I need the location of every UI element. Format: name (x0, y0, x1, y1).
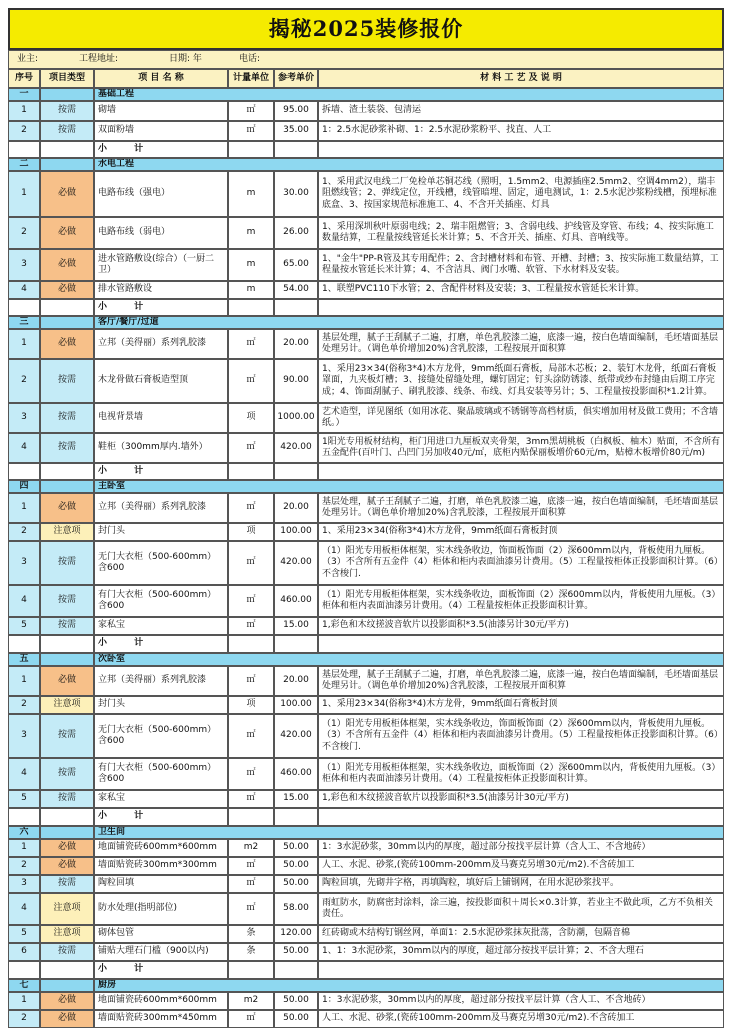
item-no: 2 (8, 217, 40, 249)
item-name: 鞋柜（300mm厚内.墙外） (94, 433, 228, 463)
item-no: 1 (8, 992, 40, 1010)
section-title: 基础工程 (94, 88, 724, 101)
item-name: 砌体包管 (94, 925, 228, 943)
item-description: （1）阳光专用板柜体框架，实木线条收边，饰面板饰面（2）深600mm以内，背板使用九厘板。（3）不含所有五金件（4）柜体和柜内表面油漆另计费用。（5）工程量按柜体正投影面积计算。（6）不含梭门. (318, 541, 724, 585)
section-no: 七 (8, 979, 40, 992)
item-no: 2 (8, 523, 40, 541)
subtotal-price (274, 961, 318, 979)
section-spacer (40, 826, 94, 839)
item-price: 460.00 (274, 758, 318, 790)
item-no: 2 (8, 359, 40, 403)
item-name: 立邦（美得丽）系列乳胶漆 (94, 493, 228, 523)
item-type-badge: 按需 (40, 359, 94, 403)
item-unit: 项 (228, 403, 274, 433)
item-type-badge: 必做 (40, 493, 94, 523)
subtotal-no (8, 299, 40, 316)
item-unit: ㎡ (228, 758, 274, 790)
item-unit: m2 (228, 839, 274, 857)
item-price: 100.00 (274, 523, 318, 541)
page-title: 揭秘2025装修报价 (8, 8, 724, 50)
item-price: 15.00 (274, 790, 318, 808)
item-type-badge: 按需 (40, 875, 94, 893)
item-name: 墙面贴瓷砖300mm*450mm (94, 1010, 228, 1028)
item-price: 50.00 (274, 875, 318, 893)
subtotal-desc (318, 463, 724, 480)
subtotal-unit (228, 808, 274, 826)
item-price: 50.00 (274, 1010, 318, 1028)
item-no: 4 (8, 281, 40, 299)
item-type-badge: 必做 (40, 329, 94, 359)
subtotal-price (274, 635, 318, 653)
subtotal-label: 小 计 (94, 463, 228, 480)
item-price: 100.00 (274, 696, 318, 714)
subtotal-unit (228, 141, 274, 158)
section-title: 水电工程 (94, 158, 724, 171)
item-unit: 项 (228, 696, 274, 714)
item-type-badge: 必做 (40, 839, 94, 857)
subtotal-desc (318, 635, 724, 653)
subtotal-unit (228, 635, 274, 653)
item-description: 1,彩色和木纹搓波音软片以投影面积*3.5(油漆另计30元/平方) (318, 790, 724, 808)
item-no: 1 (8, 329, 40, 359)
item-price: 420.00 (274, 714, 318, 758)
item-price: 65.00 (274, 249, 318, 281)
item-description: （1）阳光专用板柜体框架，实木线条收边，面板饰面（2）深600mm以内，背板使用九厘板。（3）柜体和柜内表面油漆另计费用。（4）工程量按柜体正投影面积计算。 (318, 758, 724, 790)
item-description: 雨虹防水，防腐密封涂料，涂三遍，按投影面积＋周长×0.3计算，若业主不做此项，乙方不负相关责任。 (318, 893, 724, 925)
header-desc: 材 料 工 艺 及 说 明 (318, 69, 724, 88)
item-no: 2 (8, 857, 40, 875)
subtotal-type (40, 299, 94, 316)
item-unit: 条 (228, 943, 274, 961)
item-unit: ㎡ (228, 541, 274, 585)
subtotal-type (40, 635, 94, 653)
item-price: 1000.00 (274, 403, 318, 433)
item-type-badge: 必做 (40, 249, 94, 281)
item-name: 家私宝 (94, 617, 228, 635)
subtotal-type (40, 141, 94, 158)
item-type-badge: 必做 (40, 281, 94, 299)
item-unit: m (228, 217, 274, 249)
item-type-badge: 按需 (40, 943, 94, 961)
item-description: 人工、水泥、砂浆,(瓷砖100mm-200mm及马赛克另增30元/m2).不含砖加工 (318, 857, 724, 875)
item-description: 1：3水泥砂浆，30mm以内的厚度，超过部分按找平层计算（含人工、不含地砖） (318, 992, 724, 1010)
item-type-badge: 必做 (40, 666, 94, 696)
item-no: 3 (8, 875, 40, 893)
item-name: 电视背景墙 (94, 403, 228, 433)
item-name: 进水管路敷设(综合）（一厨二卫） (94, 249, 228, 281)
subtotal-price (274, 299, 318, 316)
item-type-badge: 按需 (40, 714, 94, 758)
section-title: 次卧室 (94, 653, 724, 666)
item-no: 1 (8, 171, 40, 217)
item-type-badge: 必做 (40, 217, 94, 249)
subtotal-no (8, 635, 40, 653)
item-unit: ㎡ (228, 617, 274, 635)
item-unit: ㎡ (228, 875, 274, 893)
item-name: 无门大衣柜（500-600mm）含600 (94, 541, 228, 585)
item-type-badge: 必做 (40, 992, 94, 1010)
section-spacer (40, 979, 94, 992)
item-unit: ㎡ (228, 857, 274, 875)
item-name: 排水管路敷设 (94, 281, 228, 299)
item-no: 4 (8, 758, 40, 790)
item-unit: ㎡ (228, 493, 274, 523)
item-no: 1 (8, 839, 40, 857)
item-name: 立邦（美得丽）系列乳胶漆 (94, 666, 228, 696)
item-name: 有门大衣柜（500-600mm）含600 (94, 585, 228, 617)
item-unit: ㎡ (228, 1010, 274, 1028)
item-type-badge: 按需 (40, 541, 94, 585)
item-description: 1：3水泥砂浆，30mm以内的厚度，超过部分按找平层计算（含人工、不含地砖） (318, 839, 724, 857)
item-no: 5 (8, 925, 40, 943)
item-no: 1 (8, 493, 40, 523)
item-description: 陶粒回填，先砌井字格，再填陶粒，填好后上铺钢网，在用水泥砂浆找平。 (318, 875, 724, 893)
item-price: 460.00 (274, 585, 318, 617)
item-price: 15.00 (274, 617, 318, 635)
item-no: 2 (8, 121, 40, 141)
item-type-badge: 注意项 (40, 925, 94, 943)
item-price: 50.00 (274, 943, 318, 961)
item-name: 封门头 (94, 523, 228, 541)
section-no: 五 (8, 653, 40, 666)
item-price: 50.00 (274, 839, 318, 857)
item-no: 3 (8, 403, 40, 433)
header-price: 参考单价 (274, 69, 318, 88)
item-name: 墙面贴瓷砖300mm*300mm (94, 857, 228, 875)
item-name: 砌墙 (94, 101, 228, 121)
section-no: 四 (8, 480, 40, 493)
item-no: 6 (8, 943, 40, 961)
section-spacer (40, 88, 94, 101)
subtotal-type (40, 961, 94, 979)
item-no: 5 (8, 790, 40, 808)
item-description: 红砖砌或木结构钉钢丝网，单面1：2.5水泥砂浆抹灰批荡，含防潮，包隔音棉 (318, 925, 724, 943)
item-type-badge: 按需 (40, 101, 94, 121)
date-label: 日期: 年 (169, 53, 202, 64)
subtotal-unit (228, 299, 274, 316)
item-price: 50.00 (274, 992, 318, 1010)
item-unit: ㎡ (228, 101, 274, 121)
item-type-badge: 注意项 (40, 696, 94, 714)
subtotal-unit (228, 463, 274, 480)
subtotal-price (274, 141, 318, 158)
item-description: 基层处理，腻子王刮腻子二遍，打磨，单色乳胶漆二遍，底漆一遍，按白色墙面编制，毛坯墙面基层处理另计。（调色单价增加20%)含乳胶漆，工程按展开面积算 (318, 493, 724, 523)
item-price: 420.00 (274, 433, 318, 463)
item-unit: ㎡ (228, 121, 274, 141)
item-unit: m (228, 249, 274, 281)
item-no: 2 (8, 696, 40, 714)
item-no: 4 (8, 433, 40, 463)
item-type-badge: 按需 (40, 790, 94, 808)
subtotal-price (274, 463, 318, 480)
item-type-badge: 按需 (40, 403, 94, 433)
item-unit: 项 (228, 523, 274, 541)
item-description: 1、采用深圳秋叶原弱电线；2、瑞丰阻燃管；3、含弱电线、护线管及穿管、布线；4、按实际施工数量结算，工程量按线管延长米计算；5、不含开关、插座、灯具、音响线等。 (318, 217, 724, 249)
item-description: 1、采用23×34(俗称3*4)木方龙骨，9mm纸面石膏板封顶 (318, 523, 724, 541)
section-title: 客厅/餐厅/过道 (94, 316, 724, 329)
item-unit: m2 (228, 992, 274, 1010)
item-price: 90.00 (274, 359, 318, 403)
item-price: 30.00 (274, 171, 318, 217)
section-spacer (40, 653, 94, 666)
owner-label: 业主: (17, 53, 39, 64)
subtotal-label: 小 计 (94, 961, 228, 979)
section-spacer (40, 480, 94, 493)
item-description: 1阳光专用板材结构，柜门用进口九厘板双夹骨架，3mm黑胡桃板（白枫板、柚木）贴面，不含所有五金配件(百叶门、凸凹门另加收40元/㎡，底柜内贴保丽板增价60元/m，贴樟木板增价80元/m) (318, 433, 724, 463)
item-price: 26.00 (274, 217, 318, 249)
item-no: 4 (8, 585, 40, 617)
header-name: 项 目 名 称 (94, 69, 228, 88)
item-price: 54.00 (274, 281, 318, 299)
item-no: 1 (8, 101, 40, 121)
item-name: 铺贴大理石门槛（900以内) (94, 943, 228, 961)
item-type-badge: 按需 (40, 617, 94, 635)
item-description: （1）阳光专用板柜体框架，实木线条收边，面板饰面（2）深600mm以内，背板使用九厘板。（3）柜体和柜内表面油漆另计费用。（4）工程量按柜体正投影面积计算。 (318, 585, 724, 617)
item-price: 20.00 (274, 493, 318, 523)
item-description: 1、"金牛"PP-R管及其专用配件；2、含封槽材料和布管、开槽、封槽；3、按实际施工数量结算，工程量按水管延长米计算；4、不含洁具、阀门水嘴、软管、下水材料及安装。 (318, 249, 724, 281)
item-name: 木龙骨做石膏板造型顶 (94, 359, 228, 403)
item-name: 地面铺瓷砖600mm*600mm (94, 839, 228, 857)
section-title: 主卧室 (94, 480, 724, 493)
subtotal-desc (318, 141, 724, 158)
item-name: 无门大衣柜（500-600mm）含600 (94, 714, 228, 758)
section-title: 卫生间 (94, 826, 724, 839)
item-no: 3 (8, 714, 40, 758)
item-description: 人工、水泥、砂浆,(瓷砖100mm-200mm及马赛克另增30元/m2).不含砖加工 (318, 1010, 724, 1028)
item-description: 艺术造型，详见图纸（如用冰花、聚晶玻璃或不锈钢等高档材质，俱实增加用材及做工费用；不含墙纸。） (318, 403, 724, 433)
item-description: 1：2.5水泥砂浆补砌、1：2.5水泥砂浆粉平、找直、人工 (318, 121, 724, 141)
subtotal-unit (228, 961, 274, 979)
item-no: 5 (8, 617, 40, 635)
section-no: 二 (8, 158, 40, 171)
header-unit: 计量单位 (228, 69, 274, 88)
item-name: 有门大衣柜（500-600mm）含600 (94, 758, 228, 790)
item-type-badge: 注意项 (40, 523, 94, 541)
item-unit: ㎡ (228, 893, 274, 925)
phone-label: 电话: (239, 53, 261, 64)
section-no: 三 (8, 316, 40, 329)
item-price: 35.00 (274, 121, 318, 141)
subtotal-desc (318, 961, 724, 979)
item-price: 95.00 (274, 101, 318, 121)
item-name: 陶粒回填 (94, 875, 228, 893)
header-no: 序号 (8, 69, 40, 88)
item-description: 基层处理，腻子王刮腻子二遍，打磨，单色乳胶漆二遍，底漆一遍，按白色墙面编制，毛坯墙面基层处理另计。（调色单价增加20%)含乳胶漆，工程按展开面积算 (318, 329, 724, 359)
section-no: 六 (8, 826, 40, 839)
item-description: 拆墙、渣土装袋、包清运 (318, 101, 724, 121)
item-unit: m (228, 281, 274, 299)
item-price: 20.00 (274, 666, 318, 696)
subtotal-label: 小 计 (94, 141, 228, 158)
section-title: 厨房 (94, 979, 724, 992)
subtotal-no (8, 463, 40, 480)
subtotal-label: 小 计 (94, 635, 228, 653)
subtotal-type (40, 463, 94, 480)
address-label: 工程地址: (79, 53, 119, 64)
item-description: 基层处理，腻子王刮腻子二遍，打磨，单色乳胶漆二遍，底漆一遍，按白色墙面编制，毛坯墙面基层处理另计。（调色单价增加20%)含乳胶漆，工程按展开面积算 (318, 666, 724, 696)
item-unit: ㎡ (228, 433, 274, 463)
info-bar (8, 50, 724, 69)
item-unit: 条 (228, 925, 274, 943)
item-name: 防水处理(指明部位) (94, 893, 228, 925)
header-type: 项目类型 (40, 69, 94, 88)
item-name: 电路布线（弱电） (94, 217, 228, 249)
item-type-badge: 注意项 (40, 893, 94, 925)
item-type-badge: 必做 (40, 857, 94, 875)
item-description: 1、1：3水泥砂浆，30mm以内的厚度，超过部分按找平层计算；2、不含大理石 (318, 943, 724, 961)
item-type-badge: 必做 (40, 171, 94, 217)
item-description: 1、采用23×34(俗称3*4)木方龙骨，9mm纸面石膏板，局部木芯板；2、装钉木龙骨，纸面石膏板罩面，九夹板灯槽；3、接缝处留缝处理，螺钉固定；钉头涂防锈漆、纸带或纱布封缝由后期工序完成；4、饰面刮腻子、刷乳胶漆、线条、布线、灯具安装等另计；5、工程量按投影面积*1.2计算。 (318, 359, 724, 403)
item-name: 电路布线（强电） (94, 171, 228, 217)
item-type-badge: 按需 (40, 433, 94, 463)
item-description: 1,彩色和木纹搓波音软片以投影面积*3.5(油漆另计30元/平方) (318, 617, 724, 635)
item-name: 封门头 (94, 696, 228, 714)
item-no: 1 (8, 666, 40, 696)
item-description: 1、联塑PVC110下水管；2、含配件材料及安装；3、工程量按水管延长米计算。 (318, 281, 724, 299)
item-price: 420.00 (274, 541, 318, 585)
section-spacer (40, 316, 94, 329)
item-description: 1、采用23×34(俗称3*4)木方龙骨，9mm纸面石膏板封顶 (318, 696, 724, 714)
item-unit: ㎡ (228, 666, 274, 696)
item-type-badge: 按需 (40, 121, 94, 141)
subtotal-type (40, 808, 94, 826)
item-unit: ㎡ (228, 714, 274, 758)
item-name: 地面铺瓷砖600mm*600mm (94, 992, 228, 1010)
subtotal-label: 小 计 (94, 299, 228, 316)
item-unit: ㎡ (228, 359, 274, 403)
item-name: 家私宝 (94, 790, 228, 808)
item-name: 立邦（美得丽）系列乳胶漆 (94, 329, 228, 359)
item-unit: m (228, 171, 274, 217)
item-price: 58.00 (274, 893, 318, 925)
item-name: 双面粉墙 (94, 121, 228, 141)
subtotal-no (8, 961, 40, 979)
item-price: 50.00 (274, 857, 318, 875)
item-price: 120.00 (274, 925, 318, 943)
item-description: 1、采用武汉电线二厂免检单芯铜芯线（照明，1.5mm2、电源插座2.5mm2、空调4mm2），瑞丰阻燃线管；2、弹线定位，开线槽，线管暗埋、固定，通电测试，1：2.5水泥沙浆粉线槽，预埋标准底盒、3、按国家规范标准施工、4、不含开关插座、灯具 (318, 171, 724, 217)
subtotal-no (8, 141, 40, 158)
subtotal-label: 小 计 (94, 808, 228, 826)
subtotal-price (274, 808, 318, 826)
section-no: 一 (8, 88, 40, 101)
subtotal-no (8, 808, 40, 826)
item-unit: ㎡ (228, 790, 274, 808)
section-spacer (40, 158, 94, 171)
item-price: 20.00 (274, 329, 318, 359)
item-no: 3 (8, 249, 40, 281)
item-no: 2 (8, 1010, 40, 1028)
item-type-badge: 按需 (40, 758, 94, 790)
item-description: （1）阳光专用板柜体框架，实木线条收边，饰面板饰面（2）深600mm以内，背板使用九厘板。（3）不含所有五金件（4）柜体和柜内表面油漆另计费用。（5）工程量按柜体正投影面积计算。（6）不含梭门. (318, 714, 724, 758)
item-type-badge: 必做 (40, 1010, 94, 1028)
item-unit: ㎡ (228, 329, 274, 359)
subtotal-desc (318, 808, 724, 826)
item-unit: ㎡ (228, 585, 274, 617)
subtotal-desc (318, 299, 724, 316)
item-no: 3 (8, 541, 40, 585)
item-type-badge: 按需 (40, 585, 94, 617)
item-no: 4 (8, 893, 40, 925)
